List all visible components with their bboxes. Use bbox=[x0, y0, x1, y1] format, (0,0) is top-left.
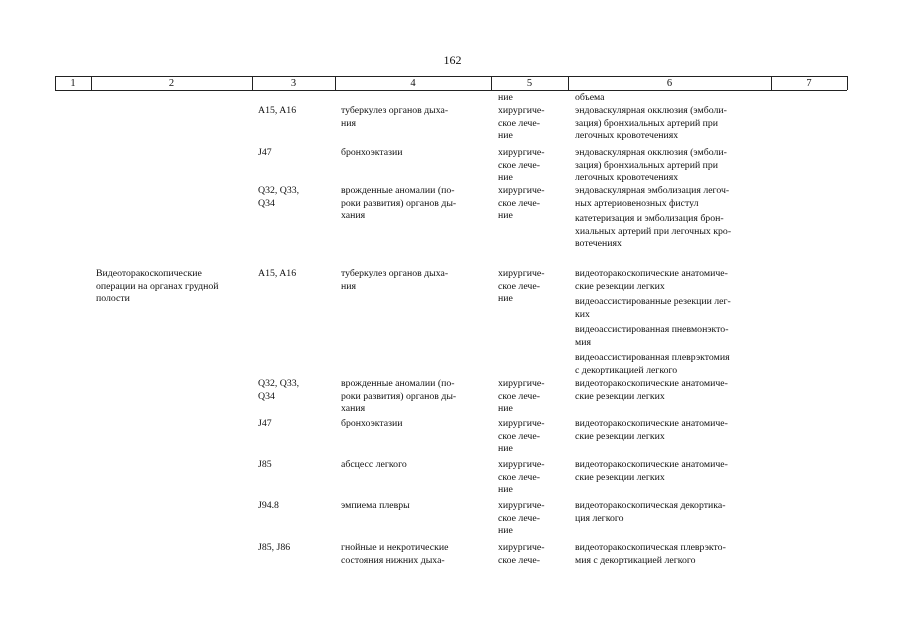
diagnosis-cell bbox=[341, 147, 487, 160]
treatment-type-line: ние bbox=[498, 443, 513, 454]
treatment-method-cell bbox=[575, 500, 767, 525]
treatment-method-cell bbox=[575, 542, 767, 567]
treatment-type-line: ние bbox=[498, 403, 513, 414]
icd-codes-line: J85 bbox=[258, 459, 272, 470]
treatment-type-line: хирургиче- bbox=[498, 147, 545, 158]
treatment-type-cell bbox=[498, 542, 560, 567]
treatment-method-line: видеоторакоскопические анатомиче- bbox=[575, 268, 728, 279]
treatment-method-line: эндоваскулярная эмболизация легоч- bbox=[575, 185, 730, 196]
treatment-type-cell bbox=[498, 378, 560, 416]
diagnosis-line: хания bbox=[341, 210, 366, 221]
icd-codes-line: Q34 bbox=[258, 390, 275, 402]
icd-codes-line: J85, J86 bbox=[258, 542, 291, 553]
column-header: 5 bbox=[526, 78, 533, 89]
treatment-type-line: хирургиче- bbox=[498, 542, 545, 553]
treatment-method-cell bbox=[575, 459, 767, 484]
icd-codes-line: A15, A16 bbox=[258, 268, 297, 279]
treatment-method-line: мия bbox=[575, 336, 591, 348]
treatment-type-cell bbox=[498, 418, 560, 456]
treatment-type-line: ние bbox=[498, 92, 513, 103]
treatment-method-line: ские резекции легких bbox=[575, 390, 665, 402]
treatment-method-line: видеоассистированная плеврэктомия bbox=[575, 352, 730, 363]
treatment-method-line: ские резекции легких bbox=[575, 280, 665, 292]
treatment-type-cell bbox=[498, 459, 560, 497]
treatment-type-line: ние bbox=[498, 172, 513, 183]
header-bottom-rule bbox=[55, 90, 847, 91]
method-name-cell bbox=[96, 268, 251, 306]
column-header: 3 bbox=[290, 78, 297, 89]
treatment-type-line: хирургиче- bbox=[498, 185, 545, 196]
treatment-method-cell bbox=[575, 92, 767, 105]
treatment-type-cell bbox=[498, 92, 560, 105]
icd-codes-cell bbox=[258, 268, 334, 281]
treatment-method-line: эндоваскулярная окклюзия (эмболи- bbox=[575, 105, 727, 116]
treatment-method-line: видеоторакоскопическая декортика- bbox=[575, 500, 726, 511]
icd-codes-cell bbox=[258, 185, 334, 210]
treatment-type-cell bbox=[498, 147, 560, 185]
treatment-method-line: видеоторакоскопические анатомиче- bbox=[575, 418, 728, 429]
icd-codes-line: Q32, Q33, bbox=[258, 185, 300, 196]
treatment-method-line: видеоторакоскопические анатомиче- bbox=[575, 459, 728, 470]
treatment-method-line: вотечениях bbox=[575, 238, 622, 249]
diagnosis-cell bbox=[341, 378, 487, 416]
column-header: 1 bbox=[70, 78, 76, 89]
diagnosis-line: врожденные аномалии (по- bbox=[341, 378, 455, 389]
treatment-method-line: зация) бронхиальных артерий при bbox=[575, 159, 719, 171]
treatment-type-line: ние bbox=[498, 525, 513, 536]
treatment-type-line: хирургиче- bbox=[498, 268, 545, 279]
treatment-method-line: видеоторакоскопические анатомиче- bbox=[575, 378, 728, 389]
icd-codes-cell bbox=[258, 147, 334, 160]
diagnosis-cell bbox=[341, 268, 487, 293]
treatment-method-line: хиальных артерий при легочных кро- bbox=[575, 225, 732, 237]
treatment-type-cell bbox=[498, 268, 560, 306]
treatment-type-line: ское лече- bbox=[498, 554, 540, 566]
diagnosis-line: состояния нижних дыха- bbox=[341, 554, 445, 566]
diagnosis-line: роки развития) органов ды- bbox=[341, 197, 457, 209]
diagnosis-line: гнойные и некротические bbox=[341, 542, 449, 553]
treatment-type-cell bbox=[498, 185, 560, 223]
treatment-type-line: хирургиче- bbox=[498, 500, 545, 511]
treatment-type-line: ское лече- bbox=[498, 390, 540, 402]
icd-codes-cell bbox=[258, 459, 334, 472]
treatment-method-line: катетеризация и эмболизация брон- bbox=[575, 213, 724, 224]
treatment-method-line: легочных кровотечениях bbox=[575, 130, 679, 141]
icd-codes-cell bbox=[258, 378, 334, 403]
icd-codes-cell bbox=[258, 418, 334, 431]
icd-codes-line: J47 bbox=[258, 147, 272, 158]
icd-codes-line: J94.8 bbox=[258, 500, 279, 511]
diagnosis-line: туберкулез органов дыха- bbox=[341, 268, 449, 279]
treatment-type-line: ние bbox=[498, 293, 513, 304]
diagnosis-cell bbox=[341, 459, 487, 472]
treatment-type-line: ское лече- bbox=[498, 159, 540, 171]
treatment-type-line: ское лече- bbox=[498, 197, 540, 209]
treatment-method-line: видеоторакоскопическая плеврэкто- bbox=[575, 542, 726, 553]
icd-codes-cell bbox=[258, 105, 334, 118]
icd-codes-cell bbox=[258, 542, 334, 555]
icd-codes-line: Q32, Q33, bbox=[258, 378, 300, 389]
treatment-type-line: ние bbox=[498, 484, 513, 495]
treatment-method-cell bbox=[575, 268, 767, 377]
diagnosis-line: абсцесс легкого bbox=[341, 459, 407, 470]
treatment-type-line: ние bbox=[498, 210, 513, 221]
icd-codes-line: Q34 bbox=[258, 197, 275, 209]
treatment-method-line: объема bbox=[575, 92, 605, 103]
treatment-type-line: ское лече- bbox=[498, 512, 540, 524]
diagnosis-cell bbox=[341, 418, 487, 431]
column-header: 2 bbox=[168, 78, 175, 89]
treatment-method-line: видеоассистированная пневмонэкто- bbox=[575, 324, 729, 335]
treatment-method-line: видеоассистированные резекции лег- bbox=[575, 296, 731, 307]
diagnosis-line: хания bbox=[341, 403, 366, 414]
diagnosis-line: эмпиема плевры bbox=[341, 500, 410, 511]
treatment-method-line: ных артериовенозных фистул bbox=[575, 197, 699, 209]
diagnosis-cell bbox=[341, 105, 487, 130]
treatment-type-line: хирургиче- bbox=[498, 459, 545, 470]
icd-codes-line: A15, A16 bbox=[258, 105, 297, 116]
diagnosis-line: туберкулез органов дыха- bbox=[341, 105, 449, 116]
diagnosis-line: врожденные аномалии (по- bbox=[341, 185, 455, 196]
treatment-type-line: хирургиче- bbox=[498, 418, 545, 429]
diagnosis-cell bbox=[341, 542, 487, 567]
treatment-method-cell bbox=[575, 418, 767, 443]
treatment-type-line: ское лече- bbox=[498, 117, 540, 129]
treatment-type-line: ское лече- bbox=[498, 280, 540, 292]
treatment-type-line: хирургиче- bbox=[498, 378, 545, 389]
column-header: 7 bbox=[806, 78, 812, 89]
treatment-method-line: эндоваскулярная окклюзия (эмболи- bbox=[575, 147, 727, 158]
method-name-line: полости bbox=[96, 293, 130, 304]
diagnosis-line: ния bbox=[341, 280, 356, 292]
treatment-type-line: ское лече- bbox=[498, 471, 540, 483]
diagnosis-line: бронхоэктазии bbox=[341, 418, 403, 429]
treatment-type-cell bbox=[498, 500, 560, 538]
icd-codes-cell bbox=[258, 500, 334, 513]
diagnosis-cell bbox=[341, 185, 487, 223]
method-name-line: операции на органах грудной bbox=[96, 280, 219, 292]
treatment-method-line: легочных кровотечениях bbox=[575, 172, 679, 183]
treatment-type-cell bbox=[498, 105, 560, 143]
treatment-method-cell bbox=[575, 105, 767, 143]
treatment-method-line: ция легкого bbox=[575, 512, 624, 524]
treatment-method-line: зация) бронхиальных артерий при bbox=[575, 117, 719, 129]
treatment-method-cell bbox=[575, 185, 767, 251]
icd-codes-line: J47 bbox=[258, 418, 272, 429]
header-separator bbox=[847, 76, 848, 90]
treatment-method-cell bbox=[575, 147, 767, 185]
method-name-line: Видеоторакоскопические bbox=[96, 268, 202, 279]
treatment-method-line: ские резекции легких bbox=[575, 471, 665, 483]
treatment-type-line: ние bbox=[498, 130, 513, 141]
page-number: 162 bbox=[443, 53, 462, 67]
diagnosis-line: бронхоэктазии bbox=[341, 147, 403, 158]
treatment-method-line: ские резекции легких bbox=[575, 430, 665, 442]
treatment-method-line: с декортикацией легкого bbox=[575, 364, 678, 376]
diagnosis-line: роки развития) органов ды- bbox=[341, 390, 457, 402]
treatment-type-line: ское лече- bbox=[498, 430, 540, 442]
treatment-type-line: хирургиче- bbox=[498, 105, 545, 116]
diagnosis-cell bbox=[341, 500, 487, 513]
treatment-method-line: мия с декортикацией легкого bbox=[575, 554, 696, 566]
diagnosis-line: ния bbox=[341, 117, 356, 129]
column-header: 6 bbox=[666, 78, 673, 89]
column-header: 4 bbox=[410, 78, 416, 89]
treatment-method-line: ких bbox=[575, 308, 590, 320]
treatment-method-cell bbox=[575, 378, 767, 403]
